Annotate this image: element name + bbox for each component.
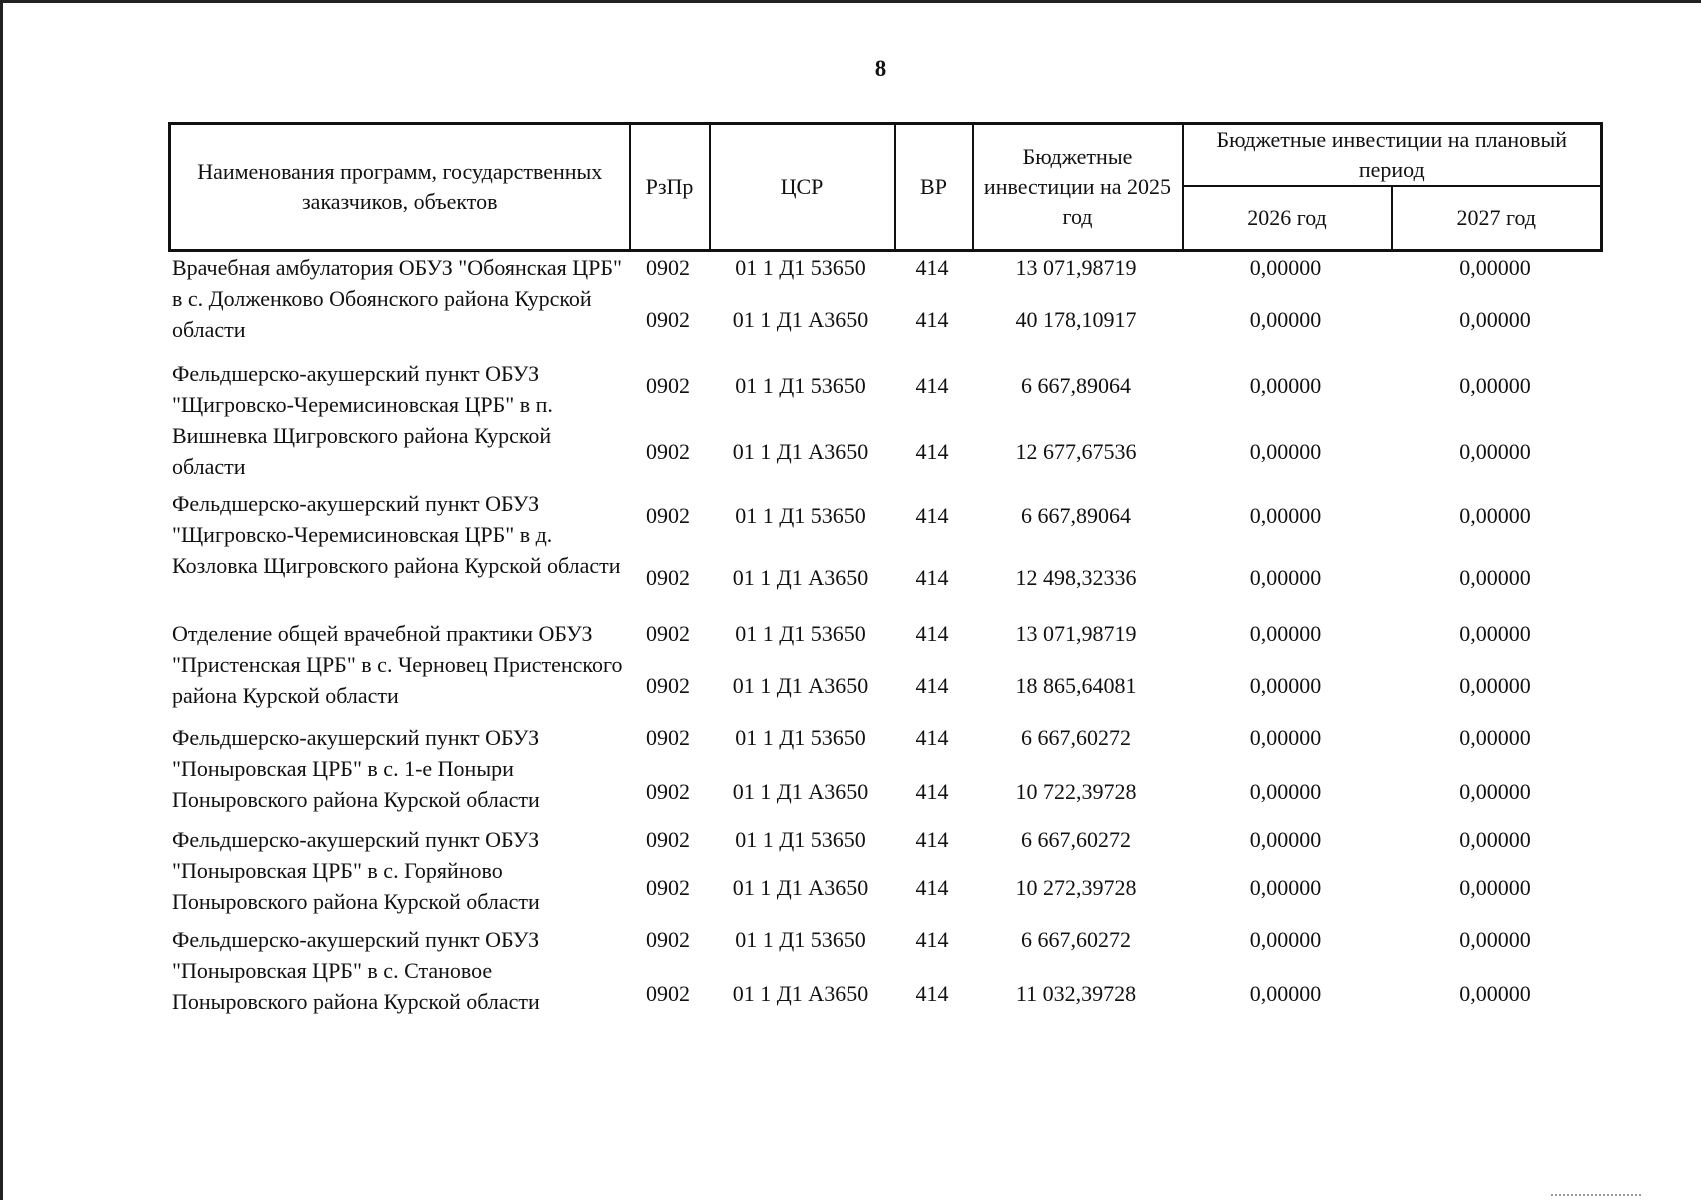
cell-csr: 01 1 Д1 53650 bbox=[735, 373, 866, 398]
cell-rzpr: 0902 bbox=[646, 827, 690, 852]
budget-line bbox=[628, 562, 1605, 593]
cell-csr: 01 1 Д1 А3650 bbox=[732, 981, 869, 1006]
object-name: Фельдшерско-акушерский пункт ОБУЗ "Поныровская ЦРБ" в с. 1-е Поныри Поныровского района Курской области bbox=[172, 725, 540, 812]
cell-rzpr: 0902 bbox=[646, 981, 690, 1006]
cell-2025: 18 865,64081 bbox=[1015, 673, 1137, 698]
cell-rzpr: 0902 bbox=[646, 565, 690, 590]
cell-2027: 0,00000 bbox=[1459, 927, 1531, 952]
budget-line bbox=[628, 436, 1605, 467]
cell-2027: 0,00000 bbox=[1459, 373, 1531, 398]
cell-vr: 414 bbox=[915, 827, 949, 852]
cell-2027: 0,00000 bbox=[1459, 255, 1531, 280]
cell-csr: 01 1 Д1 А3650 bbox=[732, 673, 869, 698]
cell-vr: 414 bbox=[915, 927, 949, 952]
cell-2025: 12 498,32336 bbox=[1015, 565, 1137, 590]
cell-vr: 414 bbox=[915, 255, 949, 280]
cell-rzpr: 0902 bbox=[646, 779, 690, 804]
header-planned-period: Бюджетные инвестиции на плановый период bbox=[1183, 124, 1602, 187]
cell-2025: 12 677,67536 bbox=[1015, 439, 1137, 464]
cell-csr: 01 1 Д1 53650 bbox=[735, 621, 866, 646]
cell-2027: 0,00000 bbox=[1459, 827, 1531, 852]
cell-2027: 0,00000 bbox=[1459, 725, 1531, 750]
object-name: Врачебная амбулатория ОБУЗ "Обоянская ЦРБ" в с. Долженково Обоянского района Курской области bbox=[172, 255, 623, 342]
object-name: Фельдшерско-акушерский пункт ОБУЗ "Поныровская ЦРБ" в с. Горяйново Поныровского района Курской области bbox=[172, 827, 540, 914]
cell-vr: 414 bbox=[915, 439, 949, 464]
table-row bbox=[168, 722, 1605, 818]
cell-vr: 414 bbox=[915, 725, 949, 750]
cell-2026: 0,00000 bbox=[1249, 981, 1322, 1006]
budget-line bbox=[628, 924, 1605, 955]
cell-2027: 0,00000 bbox=[1459, 673, 1531, 698]
table-row bbox=[168, 488, 1605, 612]
cell-2026: 0,00000 bbox=[1249, 307, 1322, 332]
object-name: Отделение общей врачебной практики ОБУЗ "Пристенская ЦРБ" в с. Черновец Пристенского района Курской области bbox=[172, 621, 623, 708]
cell-2026: 0,00000 bbox=[1249, 827, 1322, 852]
cell-2026: 0,00000 bbox=[1249, 875, 1322, 900]
budget-line bbox=[628, 618, 1605, 649]
cell-rzpr: 0902 bbox=[646, 673, 690, 698]
object-name: Фельдшерско-акушерский пункт ОБУЗ "Поныровская ЦРБ" в с. Становое Поныровского района Курской области bbox=[172, 927, 540, 1014]
cell-vr: 414 bbox=[915, 503, 949, 528]
header-name: Наименования программ, государственных заказчиков, объектов bbox=[170, 124, 630, 251]
cell-2027: 0,00000 bbox=[1459, 503, 1531, 528]
header-2027: 2027 год bbox=[1392, 186, 1602, 250]
table-body bbox=[168, 252, 1605, 1026]
cell-rzpr: 0902 bbox=[646, 875, 690, 900]
cell-2025: 10 722,39728 bbox=[1015, 779, 1137, 804]
budget-line bbox=[628, 722, 1605, 753]
budget-line bbox=[628, 872, 1605, 903]
page-number: 8 bbox=[874, 56, 887, 81]
cell-csr: 01 1 Д1 А3650 bbox=[732, 307, 869, 332]
cell-2025: 11 032,39728 bbox=[1015, 981, 1137, 1006]
cell-rzpr: 0902 bbox=[646, 255, 690, 280]
cell-csr: 01 1 Д1 А3650 bbox=[732, 565, 869, 590]
budget-line bbox=[628, 370, 1605, 401]
cell-vr: 414 bbox=[915, 981, 949, 1006]
header-2026: 2026 год bbox=[1183, 186, 1392, 250]
cell-2025: 10 272,39728 bbox=[1015, 875, 1137, 900]
cell-2026: 0,00000 bbox=[1249, 673, 1322, 698]
cell-vr: 414 bbox=[915, 779, 949, 804]
cell-rzpr: 0902 bbox=[646, 307, 690, 332]
cell-csr: 01 1 Д1 А3650 bbox=[732, 439, 869, 464]
cell-2025: 6 667,60272 bbox=[1021, 827, 1131, 852]
cell-2026: 0,00000 bbox=[1249, 255, 1322, 280]
cell-csr: 01 1 Д1 53650 bbox=[735, 725, 866, 750]
table-header bbox=[168, 122, 1603, 252]
object-name: Фельдшерско-акушерский пункт ОБУЗ "Щигровско-Черемисиновская ЦРБ" в д. Козловка Щигровского района Курской области bbox=[172, 491, 621, 578]
cell-2026: 0,00000 bbox=[1249, 503, 1322, 528]
cell-vr: 414 bbox=[915, 875, 949, 900]
budget-line bbox=[628, 978, 1605, 1009]
cell-2026: 0,00000 bbox=[1249, 439, 1322, 464]
budget-line bbox=[628, 500, 1605, 531]
header-investments-2025: Бюджетные инвестиции на 2025 год bbox=[973, 124, 1183, 251]
cell-2025: 6 667,60272 bbox=[1021, 927, 1131, 952]
cell-csr: 01 1 Д1 А3650 bbox=[732, 779, 869, 804]
cell-2026: 0,00000 bbox=[1249, 927, 1322, 952]
cell-vr: 414 bbox=[915, 307, 949, 332]
cell-2026: 0,00000 bbox=[1249, 565, 1322, 590]
cell-2027: 0,00000 bbox=[1459, 779, 1531, 804]
scan-artifact bbox=[1551, 1191, 1641, 1196]
cell-rzpr: 0902 bbox=[646, 373, 690, 398]
cell-csr: 01 1 Д1 53650 bbox=[735, 927, 866, 952]
budget-line bbox=[628, 252, 1605, 283]
cell-2025: 6 667,89064 bbox=[1021, 373, 1131, 398]
cell-vr: 414 bbox=[915, 373, 949, 398]
table-row bbox=[168, 618, 1605, 716]
table-row bbox=[168, 924, 1605, 1020]
table-row bbox=[168, 824, 1605, 918]
cell-2027: 0,00000 bbox=[1459, 439, 1531, 464]
cell-vr: 414 bbox=[915, 621, 949, 646]
cell-2026: 0,00000 bbox=[1249, 725, 1322, 750]
cell-vr: 414 bbox=[915, 565, 949, 590]
cell-vr: 414 bbox=[915, 673, 949, 698]
budget-line bbox=[628, 670, 1605, 701]
cell-2025: 13 071,98719 bbox=[1015, 621, 1137, 646]
header-vr: ВР bbox=[895, 124, 973, 251]
table-row bbox=[168, 358, 1605, 482]
cell-2025: 40 178,10917 bbox=[1015, 307, 1137, 332]
cell-2025: 13 071,98719 bbox=[1015, 255, 1137, 280]
header-csr: ЦСР bbox=[710, 124, 895, 251]
header-rzpr: РзПр bbox=[630, 124, 710, 251]
cell-2027: 0,00000 bbox=[1459, 981, 1531, 1006]
budget-line bbox=[628, 304, 1605, 335]
cell-2027: 0,00000 bbox=[1459, 565, 1531, 590]
cell-2027: 0,00000 bbox=[1459, 621, 1531, 646]
cell-2025: 6 667,60272 bbox=[1021, 725, 1131, 750]
cell-2025: 6 667,89064 bbox=[1021, 503, 1131, 528]
cell-csr: 01 1 Д1 53650 bbox=[735, 503, 866, 528]
cell-2026: 0,00000 bbox=[1249, 373, 1322, 398]
cell-rzpr: 0902 bbox=[646, 439, 690, 464]
table-row bbox=[168, 252, 1605, 348]
cell-csr: 01 1 Д1 А3650 bbox=[732, 875, 869, 900]
cell-2027: 0,00000 bbox=[1459, 875, 1531, 900]
cell-rzpr: 0902 bbox=[646, 725, 690, 750]
budget-line bbox=[628, 776, 1605, 807]
cell-csr: 01 1 Д1 53650 bbox=[735, 255, 866, 280]
cell-2026: 0,00000 bbox=[1249, 779, 1322, 804]
cell-2026: 0,00000 bbox=[1249, 621, 1322, 646]
object-name: Фельдшерско-акушерский пункт ОБУЗ "Щигровско-Черемисиновская ЦРБ" в п. Вишневка Щигровского района Курской области bbox=[172, 361, 553, 479]
cell-rzpr: 0902 bbox=[646, 503, 690, 528]
budget-line bbox=[628, 824, 1605, 855]
cell-csr: 01 1 Д1 53650 bbox=[735, 827, 866, 852]
cell-rzpr: 0902 bbox=[646, 927, 690, 952]
cell-2027: 0,00000 bbox=[1459, 307, 1531, 332]
cell-rzpr: 0902 bbox=[646, 621, 690, 646]
